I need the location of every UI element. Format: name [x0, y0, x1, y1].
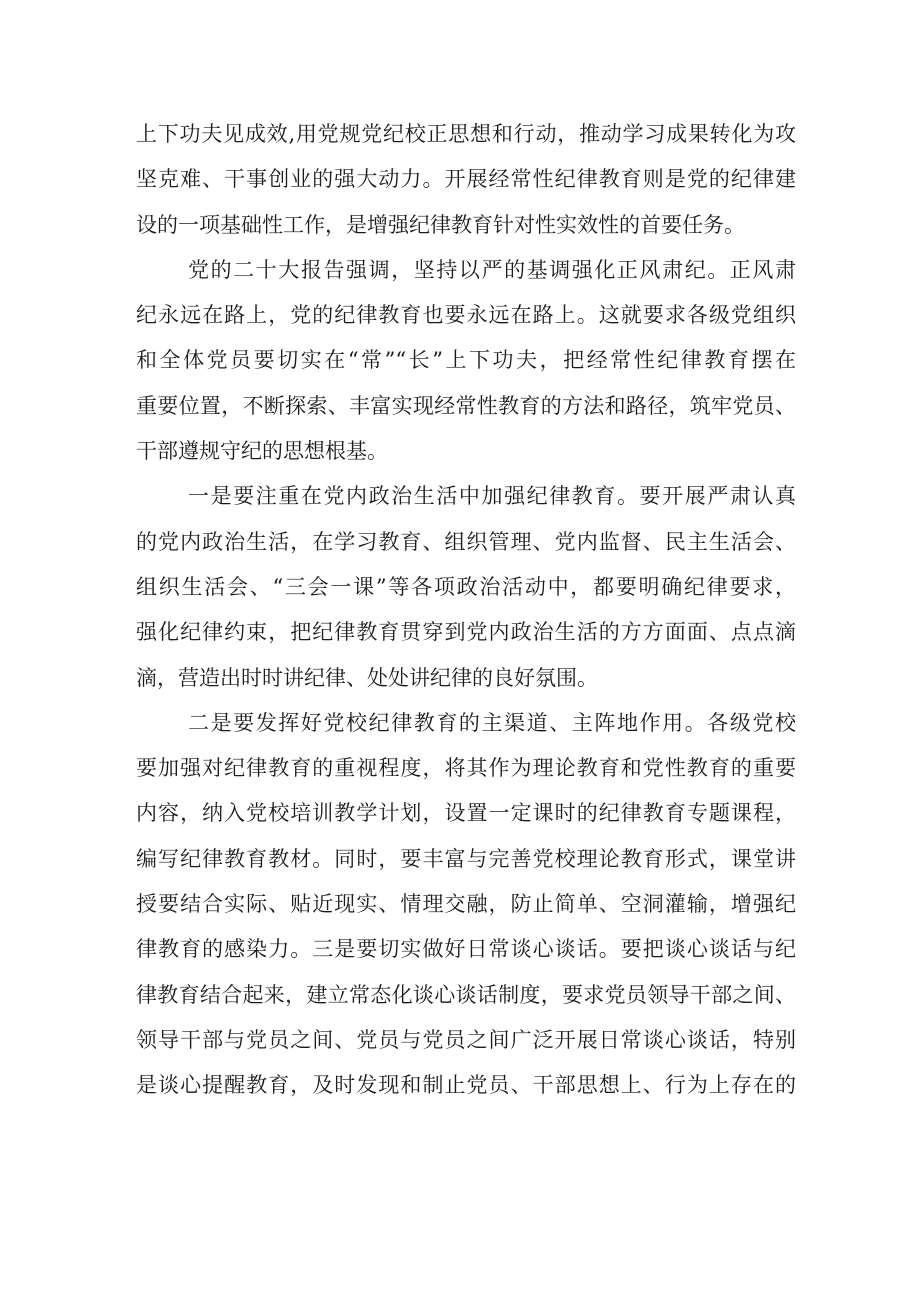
text-line: 坚克难、干事创业的强大动力。开展经常性纪律教育则是党的纪律建 [136, 167, 796, 192]
text-line: 二是要发挥好党校纪律教育的主渠道、主阵地作用。各级党校 [188, 710, 796, 735]
text-line: 党的二十大报告强调，坚持以严的基调强化正风肃纪。正风肃 [188, 257, 796, 282]
text-line: 律教育的感染力。三是要切实做好日常谈心谈话。要把谈心谈话与纪 [136, 937, 796, 962]
text-line: 组织生活会、“三会一课”等各项政治活动中，都要明确纪律要求， [136, 574, 796, 599]
text-line: 和全体党员要切实在“常”“长”上下功夫，把经常性纪律教育摆在 [136, 348, 796, 373]
text-line: 强化纪律约束，把纪律教育贯穿到党内政治生活的方方面面、点点滴 [136, 620, 796, 645]
text-line: 上下功夫见成效,用党规党纪校正思想和行动，推动学习成果转化为攻 [136, 122, 796, 146]
text-line: 重要位置，不断探索、丰富实现经常性教育的方法和路径，筑牢党员、 [136, 393, 796, 418]
text-line: 干部遵规守纪的思想根基。 [136, 439, 388, 464]
text-line: 要加强对纪律教育的重视程度，将其作为理论教育和党性教育的重要 [136, 756, 796, 781]
document-body [136, 112, 796, 1109]
text-line: 一是要注重在党内政治生活中加强纪律教育。要开展严肃认真 [188, 484, 796, 509]
text-line: 是谈心提醒教育，及时发现和制止党员、干部思想上、行为上存在的 [136, 1073, 796, 1098]
text-line: 滴，营造出时时讲纪律、处处讲纪律的良好氛围。 [136, 665, 598, 690]
text-line: 领导干部与党员之间、党员与党员之间广泛开展日常谈心谈话，特别 [136, 1027, 796, 1052]
text-line: 编写纪律教育教材。同时，要丰富与完善党校理论教育形式，课堂讲 [136, 846, 796, 871]
text-line: 纪永远在路上，党的纪律教育也要永远在路上。这就要求各级党组织 [136, 303, 796, 328]
text-line: 设的一项基础性工作，是增强纪律教育针对性实效性的首要任务。 [136, 212, 745, 237]
text-line: 的党内政治生活，在学习教育、组织管理、党内监督、民主生活会、 [136, 529, 796, 554]
text-line: 授要结合实际、贴近现实、情理交融，防止简单、空洞灌输，增强纪 [136, 892, 796, 917]
text-line: 内容，纳入党校培训教学计划，设置一定课时的纪律教育专题课程， [136, 801, 796, 826]
text-line: 律教育结合起来，建立常态化谈心谈话制度，要求党员领导干部之间、 [136, 982, 796, 1007]
